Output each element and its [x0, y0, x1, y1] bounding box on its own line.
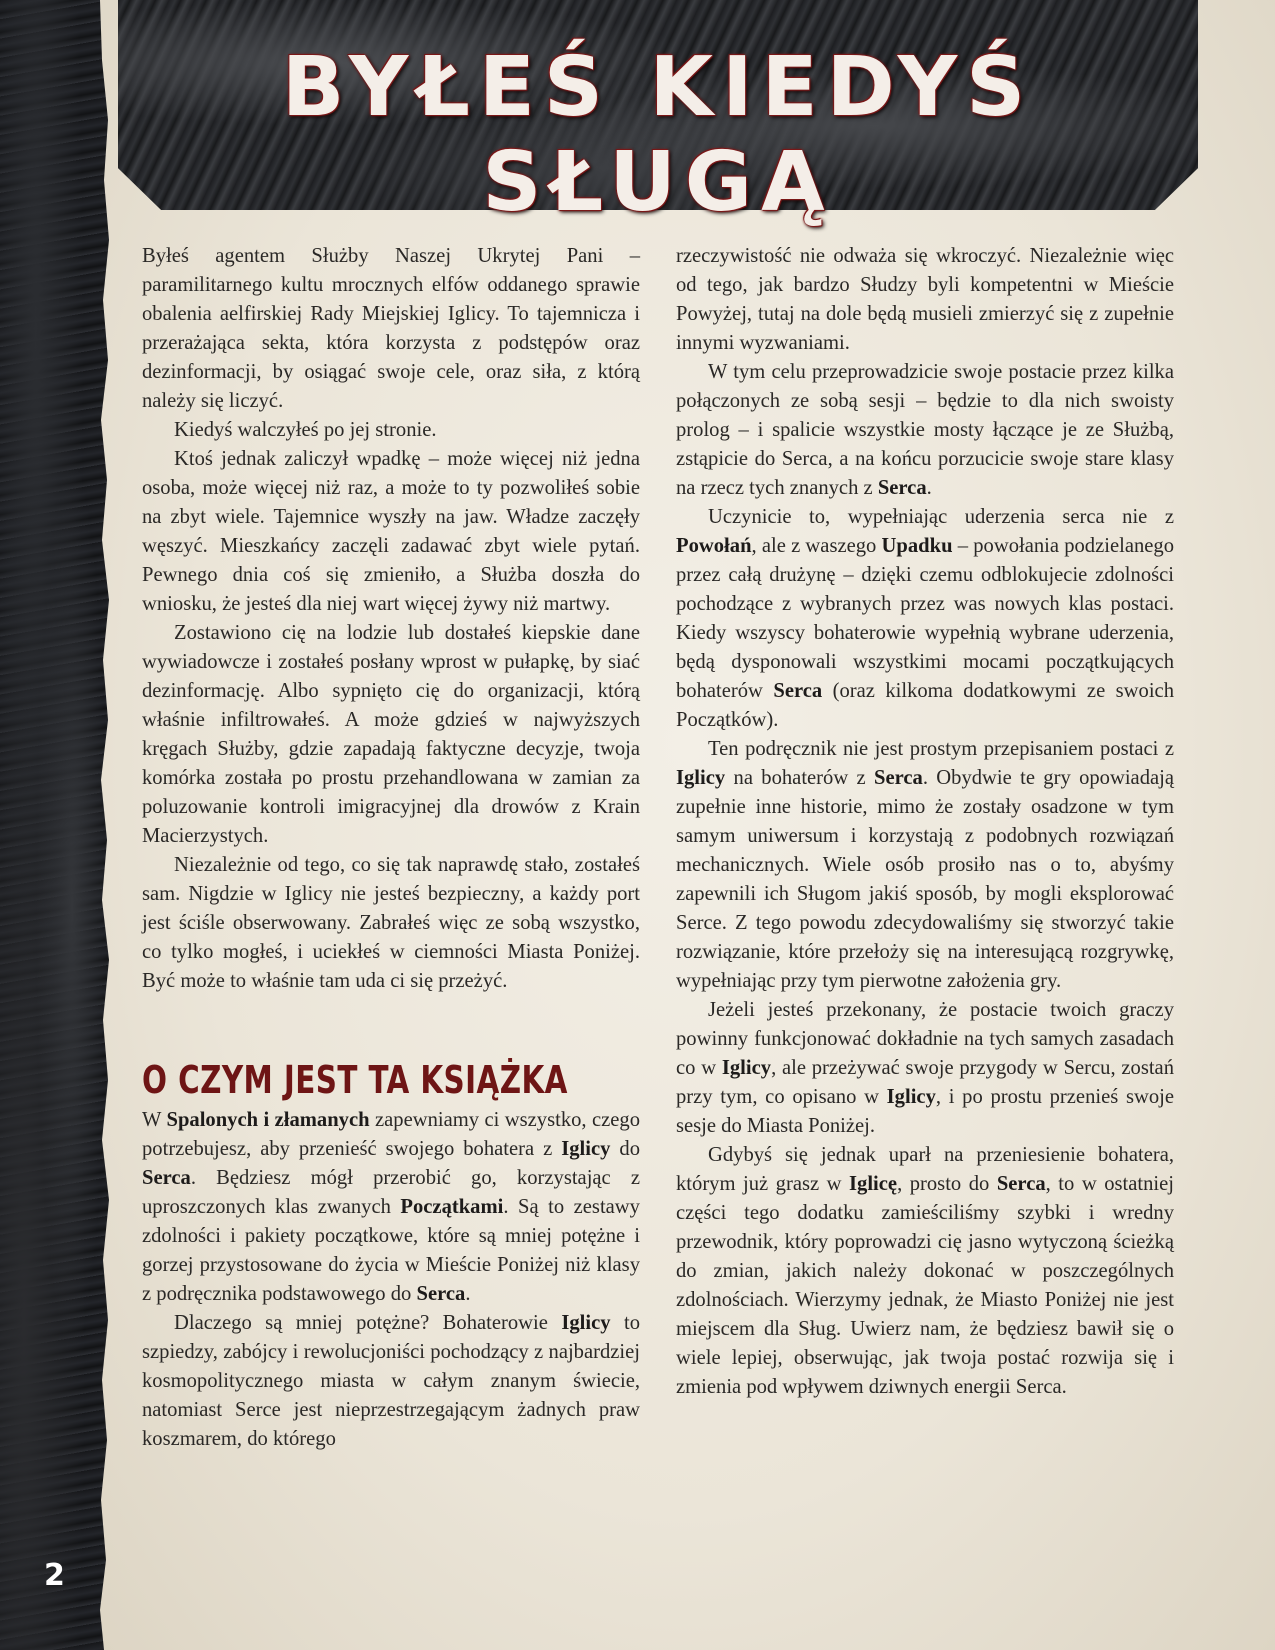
paragraph: W Spalonych i złamanych zapewniamy ci wszystko, czego potrzebujesz, aby przenieść swojego bohatera z Iglicy do Serca. Będziesz mógł przerobić go, korzystając z uproszczonych klas zwanych Początkami. Są to zestawy zdolności i pakiety początkowe, które są mniej potężne i gorzej przystosowane do życia w Mieście Poniżej niż klasy z podręcznika podstawowego do Serca. — [142, 1109, 640, 1305]
right-column — [676, 242, 1174, 1402]
paragraph: Jeżeli jesteś przekonany, że postacie twoich graczy powinny funkcjonować dokładnie na tych samych zasadach co w Iglicy, ale przeżywać swoje przygody w Sercu, zostań przy tym, co opisano w Iglicy, i po prostu przenieś swoje sesje do Miasta Poniżej. — [676, 999, 1174, 1137]
paragraph: Zostawiono cię na lodzie lub dostałeś kiepskie dane wywiadowcze i zostałeś posłany wprost w pułapkę, by siać dezinformację. Albo sypnięto cię do organizacji, którą właśnie infiltrowałeś. A może gdzieś w najwyższych kręgach Służby, gdzie zapadają faktyczne decyzje, twoja komórka została po prostu przehandlowana w zamian za poluzowanie kontroli imigracyjnej dla drowów z Krain Macierzystych. — [142, 622, 640, 847]
page-title: BYŁEŚ KIEDYŚ SŁUGĄ — [281, 40, 1035, 230]
paragraph: Uczynicie to, wypełniając uderzenia serca nie z Powołań, ale z waszego Upadku – powołania podzielanego przez całą drużynę – dzięki czemu odblokujecie zdolności pochodzące z wybranych przez was nowych klas postaci. Kiedy wszyscy bohaterowie wypełnią wybrane uderzenia, będą dysponowali wszystkimi mocami początkujących bohaterów Serca (oraz kilkoma dodatkowymi ze swoich Początków). — [676, 506, 1175, 731]
paragraph: Byłeś agentem Służby Naszej Ukrytej Pani – paramilitarnego kultu mrocznych elfów oddanego sprawie obalenia aelfirskiej Rady Miejskiej Iglicy. To tajemnicza i przerażająca sekta, która korzysta z podstępów oraz dezinformacji, by osiągać swoje cele, oraz siła, z którą należy się liczyć. — [142, 245, 640, 412]
section-heading: O CZYM JEST TA KSIĄŻKA — [142, 1058, 568, 1102]
dark-left-edge — [0, 0, 120, 1650]
left-column — [142, 242, 640, 1454]
paragraph: W tym celu przeprowadzicie swoje postacie przez kilka połączonych ze sobą sesji – będzie to dla nich swoisty prolog – i spalicie wszystkie mosty łączące je ze Służbą, zstąpicie do Serca, a na końcu porzucicie swoje stare klasy na rzecz tych znanych z Serca. — [676, 361, 1174, 499]
paragraph: Ktoś jednak zaliczył wpadkę – może więcej niż jedna osoba, może więcej niż raz, a może to ty pozwoliłeś sobie na zbyt wiele. Tajemnice wyszły na jaw. Władze zaczęły węszyć. Mieszkańcy zaczęli zadawać zbyt wiele pytań. Pewnego dnia coś się zmieniło, a Służba doszła do wniosku, że jesteś dla niej wart więcej żywy niż martwy. — [142, 448, 640, 615]
paragraph: Gdybyś się jednak uparł na przeniesienie bohatera, którym już grasz w Iglicę, prosto do Serca, to w ostatniej części tego dodatku zamieściliśmy szybki i wredny przewodnik, który poprowadzi cię jasno wytyczoną ścieżką do zmian, jakich należy dokonać w poszczególnych zdolnościach. Wierzymy jednak, że Miasto Poniżej nie jest miejscem dla Sług. Uwierz nam, że będziesz bawił się o wiele lepiej, obserwując, jak twoja postać rozwija się i zmienia pod wpływem dziwnych energii Serca. — [676, 1144, 1174, 1398]
paragraph: rzeczywistość nie odważa się wkroczyć. Niezależnie więc od tego, jak bardzo Słudzy byli kompetentni w Mieście Powyżej, tutaj na dole będą musieli zmierzyć się z zupełnie innymi wyzwaniami. — [676, 245, 1174, 354]
paragraph: Niezależnie od tego, co się tak naprawdę stało, zostałeś sam. Nigdzie w Iglicy nie jesteś bezpieczny, a każdy port jest ściśle obserwowany. Zabrałeś więc ze sobą wszystko, co tylko mogłeś, i uciekłeś w ciemności Miasta Poniżej. Być może to właśnie tam uda ci się przeżyć. — [142, 854, 640, 992]
page-number: 2 — [44, 1558, 65, 1593]
paragraph: Ten podręcznik nie jest prostym przepisaniem postaci z Iglicy na bohaterów z Serca. Obydwie te gry opowiadają zupełnie inne historie, mimo że zostały osadzone w tym samym uniwersum i korzystają z podobnych rozwiązań mechanicznych. Wiele osób prosiło nas o to, abyśmy zapewnili ich Sługom jakiś sposób, by mogli eksplorować Serce. Z tego powodu zdecydowaliśmy się stworzyć takie rozwiązanie, które przełoży się na interesującą rozgrywkę, wypełniając przy tym pierwotne założenia gry. — [676, 738, 1174, 992]
paragraph: Dlaczego są mniej potężne? Bohaterowie Iglicy to szpiedzy, zabójcy i rewolucjoniści pochodzący z najbardziej kosmopolitycznego miasta w całym znanym świecie, natomiast Serce jest nieprzestrzegającym żadnych praw koszmarem, do którego — [142, 1312, 640, 1450]
paragraph: Kiedyś walczyłeś po jej stronie. — [174, 419, 437, 441]
